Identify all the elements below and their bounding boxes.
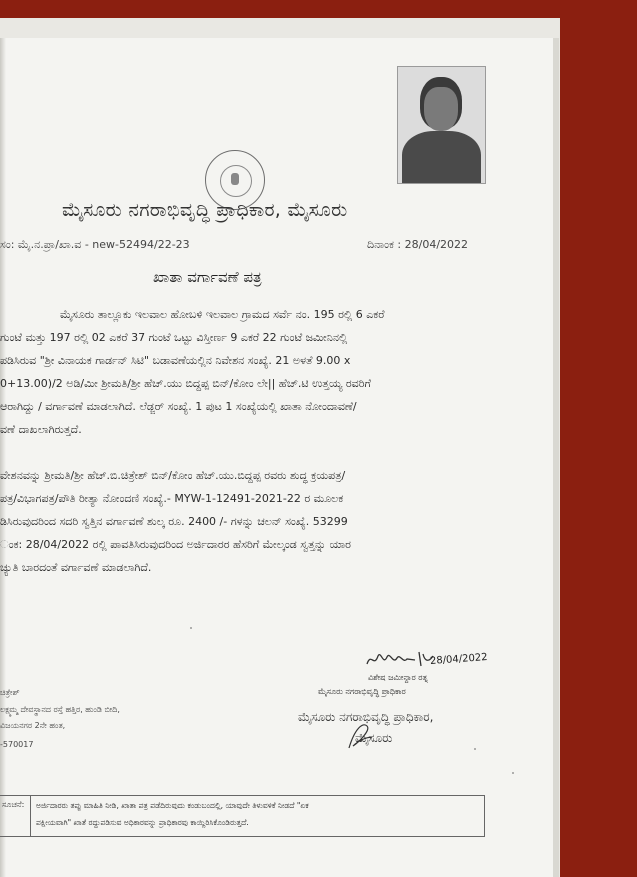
addressee-pincode: -570017 [0,740,34,749]
body-line-5: ಆರಾಗಿದ್ದು / ವರ್ಗಾವಣೆ ಮಾಡಲಾಗಿದೆ. ಲೆಡ್ಜರ್ ಸಂಖ್ಯೆ. 1 ಪುಟ 1 ಸಂಖ್ಯೆಯಲ್ಲಿ ಖಾತಾ ನೋಂದಾವಣೆ/ [0,400,357,413]
document-subject: ಖಾತಾ ವರ್ಗಾವಣೆ ಪತ್ರ [153,268,262,286]
body-line-11: ಂಕ: 28/04/2022 ರಲ್ಲಿ ಪಾವತಿಸಿರುವುದರಿಂದ ಅರ್ಜಿದಾರರ ಹೆಸರಿಗೆ ಮೇಲ್ಕಂಡ ಸ್ವತ್ತನ್ನು ಯಾರ [0,538,351,551]
handwritten-signature [365,648,435,670]
notice-line-1: ಅರ್ಜಿದಾರರು ತಪ್ಪು ಮಾಹಿತಿ ನೀಡಿ, ಖಾತಾ ಪತ್ರ ಪಡೆದಿರುವುದು ಕಂಡುಬಂದಲ್ಲಿ, ಯಾವುದೇ ತಿಳುವಳಿಕೆ ನೀಡದೆ "ಏಕ [36,801,309,810]
reference-number: ಸಂ: ಮೈ.ನ.ಪ್ರಾ/ಖಾ.ವ - new-52494/22-23 [0,238,190,251]
body-line-12: ಚ್ಯುತಿ ಬಾರದಂತೆ ವರ್ಗಾವಣೆ ಮಾಡಲಾಗಿದೆ. [0,561,152,574]
notice-label: ಸೂಚನೆ: [2,800,25,809]
body-line-10: ಡಿಸಿರುವುದರಿಂದ ಸದರಿ ಸ್ವತ್ತಿನ ವರ್ಗಾವಣೆ ಶುಲ್ಕ ರೂ. 2400 /- ಗಳನ್ನು ಚಲನ್ ಸಂಖ್ಯೆ. 53299 [0,515,348,528]
addressee-name: ಚಿತ್ರೇಶ್ [0,688,20,697]
authority-title: ಮೈಸೂರು ನಗರಾಭಿವೃದ್ಧಿ ಪ್ರಾಧಿಕಾರ, ಮೈಸೂರು [62,199,348,221]
notice-line-2: ಪಕ್ಷೀಯವಾಗಿ" ಖಾತೆ ರದ್ದುಪಡಿಸುವ ಅಧಿಕಾರವನ್ನು ಪ್ರಾಧಿಕಾರವು ಕಾಯ್ದಿರಿಸಿಕೊಂಡಿರುತ್ತದೆ. [36,818,249,827]
applicant-photo [397,66,486,184]
page-edge-shadow [0,38,6,877]
body-line-2: ಗುಂಟೆ ಮತ್ತು 197 ರಲ್ಲಿ 02 ಎಕರೆ 37 ಗುಂಟೆ ಒಟ್ಟು ವಿಸ್ತೀರ್ಣ 9 ಎಕರೆ 22 ಗುಂಟೆ ಜಮೀನಿನಲ್ಲಿ [0,331,348,344]
official-stamp-line-1: ವಿಶೇಷ ಜಮೀನ್ದಾರ ರತ್ನ [368,673,428,682]
body-line-3: ಪಡಿಸಿರುವ "ಶ್ರೀ ವಿನಾಯಕ ಗಾರ್ಡನ್ ಸಿಟಿ" ಬಡಾವಣೆಯಲ್ಲಿನ ನಿವೇಶನ ಸಂಖ್ಯೆ. 21 ಅಳತೆ 9.00 x [0,354,351,367]
body-line-4: 0+13.00)/2 ಅಡಿ/ಮೀ ಶ್ರೀಮತಿ/ಶ್ರೀ ಹೆಚ್.ಯು ಬಿದ್ದಪ್ಪ ಬಿನ್/ಕೋಂ ಲೇ|| ಹೆಚ್.ಟಿ ಉತ್ತಯ್ಯ ರವರಿಗೆ [0,377,371,390]
official-stamp-line-2: ಮೈಸೂರು ನಗರಾಭಿವೃದ್ಧಿ ಪ್ರಾಧಿಕಾರ [318,687,406,696]
signature-date: 28/04/2022 [429,652,488,667]
signing-authority-line-2: ಮೈಸೂರು [355,731,393,745]
signing-authority-line-1: ಮೈಸೂರು ನಗರಾಭಿವೃದ್ಧಿ ಪ್ರಾಧಿಕಾರ, [298,710,434,724]
body-line-9: ಪತ್ರ/ವಿಭಾಗಪತ್ರ/ಪೌತಿ ರೀತ್ಯಾ ನೋಂದಣಿ ಸಂಖ್ಯೆ.- MYW-1-12491-2021-22 ರ ಮೂಲಕ [0,492,344,505]
body-line-1: ಮೈಸೂರು ತಾಲ್ಲೂಕು ಇಲವಾಲ ಹೋಬಳಿ ಇಲವಾಲ ಗ್ರಾಮದ ಸರ್ವೆ ನಂ. 195 ರಲ್ಲಿ 6 ಎಕರೆ [60,308,385,321]
signature-flourish [345,718,375,752]
addressee-address-line-1: ಲಕ್ಷ್ಮಮ್ಮ ದೇವಸ್ಥಾನದ ರಸ್ತೆ ಹತ್ತಿರ, ಹುಂಡಿ ಬೀದಿ, [0,705,120,714]
addressee-address-line-2: ವಿಜಯನಗರ 2ನೇ ಹಂತ, [0,721,66,730]
body-line-6: ವಣೆ ದಾಖಲಾಗಿರುತ್ತದೆ. [0,423,82,436]
body-line-8: ವೇಶನವನ್ನು ಶ್ರೀಮತಿ/ಶ್ರೀ ಹೆಚ್.ಬಿ.ಚಿತ್ರೇಶ್ ಬಿನ್/ಕೋಂ ಹೆಚ್.ಯು.ಬಿದ್ದಪ್ಪ ರವರು ಶುದ್ಧ ಕ್ರಯಪತ್ರ/ [0,469,346,482]
issue-date: ದಿನಾಂಕ : 28/04/2022 [367,238,469,251]
